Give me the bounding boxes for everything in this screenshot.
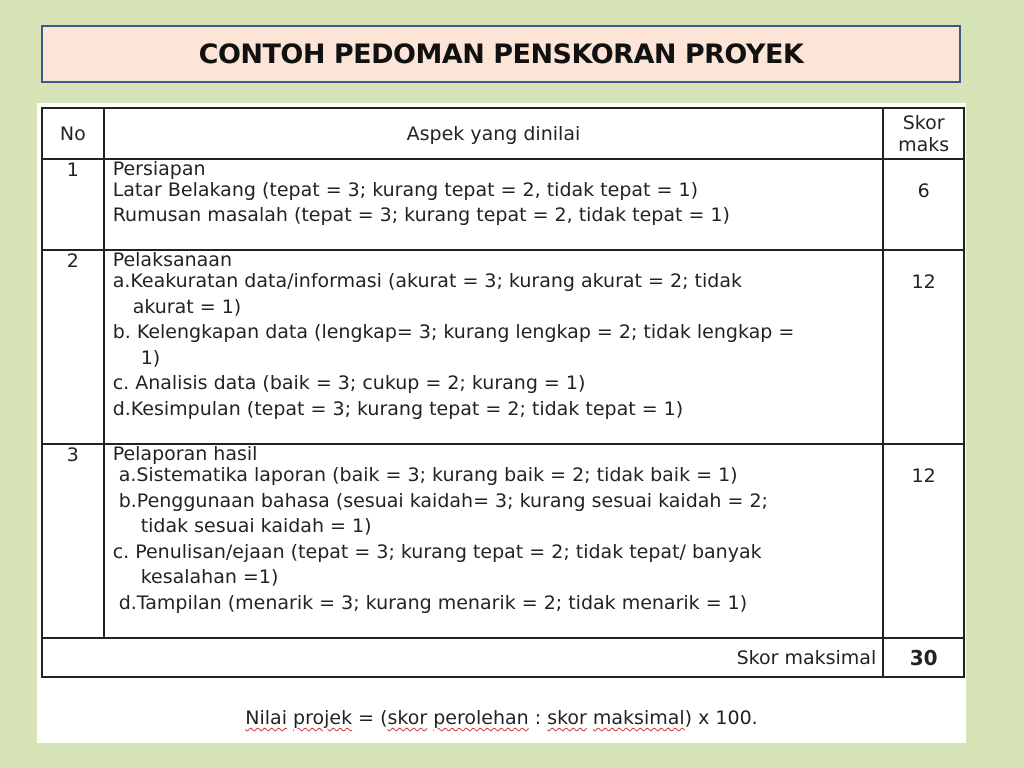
formula-word: skor: [547, 707, 587, 729]
row-skor: 6: [883, 159, 964, 250]
row-aspek: [104, 159, 884, 250]
row-aspek: [104, 250, 884, 444]
formula-word: perolehan: [433, 707, 529, 729]
scoring-table: [41, 107, 965, 678]
row-item: c. Penulisan/ejaan (tepat = 3; kurang tepat = 2; tidak tepat/ banyak: [112, 540, 762, 563]
table-header-row: [42, 108, 964, 159]
row-heading: Pelaksanaan: [112, 249, 232, 271]
table-row: [42, 250, 964, 444]
row-item: Rumusan masalah (tepat = 3; kurang tepat = 2, tidak tepat = 1): [112, 204, 730, 226]
table-row: [42, 159, 964, 250]
page-title: CONTOH PEDOMAN PENSKORAN PROYEK: [198, 38, 804, 70]
table-row: [42, 444, 964, 638]
title-banner: [41, 25, 961, 83]
formula-word: Nilai: [245, 707, 287, 729]
row-item: c. Analisis data (baik = 3; cukup = 2; kurang = 1): [112, 372, 586, 394]
row-item: a.Sistematika laporan (baik = 3; kurang baik = 2; tidak baik = 1): [118, 464, 738, 486]
row-item: tidak sesuai kaidah = 1): [140, 515, 372, 537]
row-item: b.Penggunaan bahasa (sesuai kaidah= 3; kurang sesuai kaidah = 2;: [118, 489, 768, 512]
row-skor: 12: [883, 250, 964, 444]
row-item: akurat = 1): [132, 295, 242, 318]
row-item: a.Keakuratan data/informasi (akurat = 3; kurang akurat = 2; tidak: [112, 270, 742, 292]
row-item: Latar Belakang (tepat = 3; kurang tepat = 2, tidak tepat = 1): [112, 179, 698, 201]
row-item: d.Tampilan (menarik = 3; kurang menarik = 2; tidak menarik = 1): [118, 591, 748, 614]
row-heading: Persiapan: [112, 158, 206, 180]
row-item: b. Kelengkapan data (lengkap= 3; kurang lengkap = 2; tidak lengkap =: [112, 321, 795, 343]
row-item: kesalahan =1): [140, 566, 279, 588]
header-aspek: Aspek yang dinilai: [104, 108, 884, 159]
row-no: 3: [42, 444, 104, 638]
row-heading: Pelaporan hasil: [112, 443, 258, 465]
formula-word: maksimal: [592, 707, 685, 729]
row-skor: 12: [883, 444, 964, 638]
formula-text: :: [528, 707, 548, 729]
header-skor: [883, 108, 964, 159]
row-item: 1): [140, 346, 161, 369]
score-formula: [37, 707, 966, 729]
formula-text: = (: [352, 707, 388, 729]
formula-word: projek: [293, 707, 353, 729]
row-item: d.Kesimpulan (tepat = 3; kurang tepat = 2; tidak tepat = 1): [112, 397, 684, 420]
formula-text: ) x 100.: [684, 707, 758, 729]
total-label: Skor maksimal: [42, 638, 883, 677]
header-skor-line2: maks: [898, 133, 950, 156]
header-no: No: [42, 108, 104, 159]
formula-word: skor: [387, 707, 428, 729]
row-aspek: [104, 444, 884, 638]
header-skor-line1: Skor: [902, 111, 945, 134]
total-value: 30: [883, 638, 964, 677]
row-no: 1: [42, 159, 104, 250]
total-row: [42, 638, 964, 677]
scoring-sheet: [37, 103, 966, 743]
row-no: 2: [42, 250, 104, 444]
